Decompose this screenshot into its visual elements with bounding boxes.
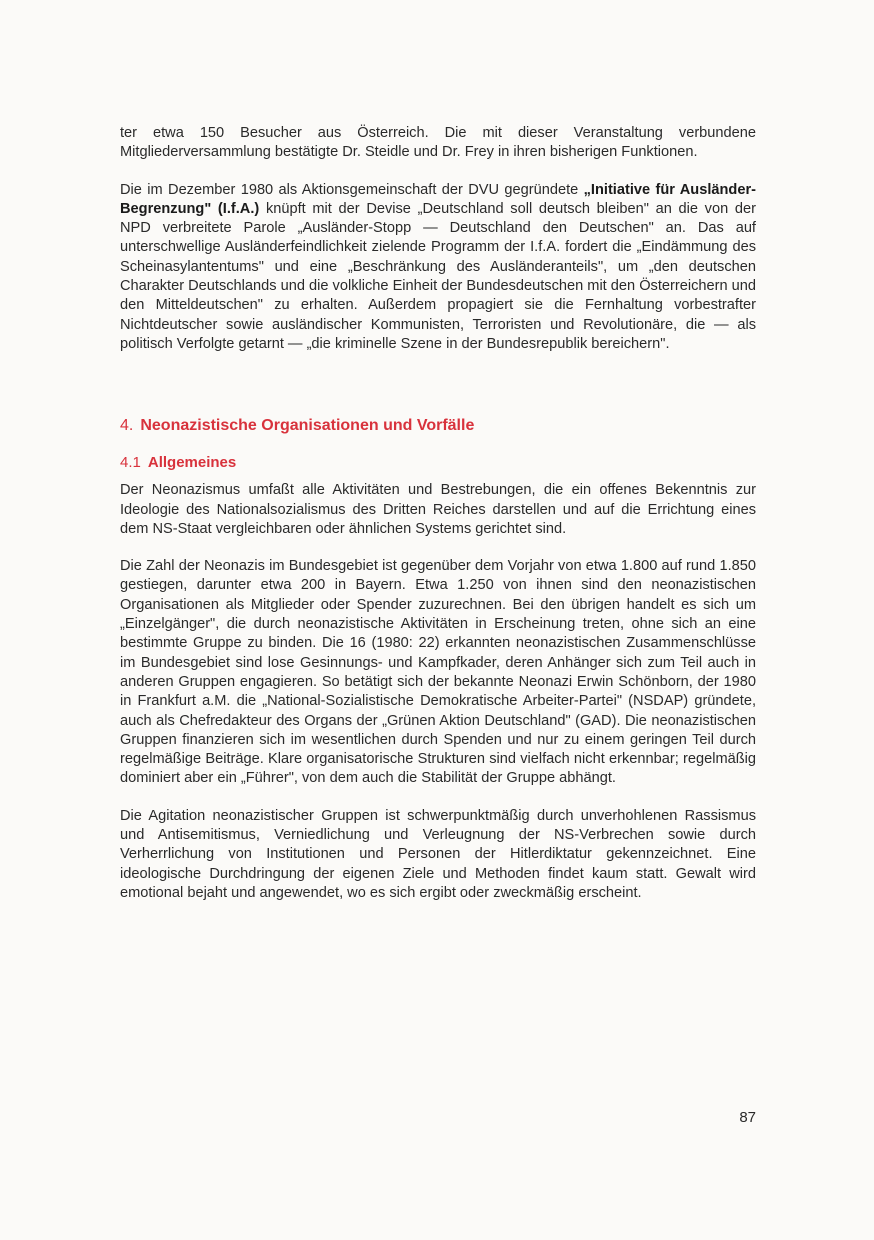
subsection-number: 4.1	[120, 454, 141, 472]
subsection-title: Allgemeines	[147, 454, 237, 472]
paragraph-ifa-lead: Die im Dezember 1980 als Aktionsgemeinschaft der DVU gegründete	[120, 181, 584, 198]
page-content	[120, 124, 756, 921]
paragraph-numbers: Die Zahl der Neonazis im Bundesgebiet ist gegenüber dem Vorjahr von etwa 1.800 auf rund 1.850 gestiegen, darunter etwa 200 in Bayern. Etwa 1.250 von ihnen sind den neonazistischen Organisationen als Mitglieder oder Spender zuzurechnen. Bei den übrigen handelt es sich um „Einzelgänger", die durch neonazistische Aktivitäten in Erscheinung treten, ohne sich an eine bestimmte Gruppe zu binden. Die 16 (1980: 22) erkannten neonazistischen Zusammenschlüsse im Bundesgebiet sind lose Gesinnungs- und Kampfkader, deren Anhänger sich zum Teil auch in anderen Gruppen engagieren. So betätigt sich der bekannte Neonazi Erwin Schönborn, der 1980 in Frankfurt a.M. die „National-Sozialistische Demokratische Arbeiter-Partei" (NSDAP) gründete, auch als Chefredakteur des Organs der „Grünen Aktion Deutschland" (GAD). Die neonazistischen Gruppen finanzieren sich im wesentlichen durch Spenden und nur zu einem geringen Teil durch regelmäßige Beiträge. Klare organisatorische Strukturen sind vielfach nicht erkennbar; regelmäßig dominiert aber ein „Führer", von dem auch die Stabilität der Gruppe abhängt.	[120, 558, 756, 787]
paragraph-intro: ter etwa 150 Besucher aus Österreich. Die mit dieser Veranstaltung verbundene Mitgliederversammlung bestätigte Dr. Steidle und Dr. Frey in ihren bisherigen Funktionen.	[120, 125, 756, 161]
ifa-name: „Initiative für Ausländer-Begrenzung" (I.f.A.)	[120, 181, 756, 217]
section-heading	[120, 416, 756, 436]
section-number: 4.	[120, 417, 134, 435]
section-title: Neonazistische Organisationen und Vorfälle	[140, 417, 475, 435]
paragraph-agitation: Die Agitation neonazistischer Gruppen ist schwerpunktmäßig durch unverhohlenen Rassismus und Antisemitismus, Verniedlichung und Verleugnung der NS-Verbrechen sowie durch Verherrlichung von Institutionen und Personen der Hitlerdiktatur gekennzeichnet. Eine ideologische Durchdringung der eigenen Ziele und Methoden findet kaum statt. Gewalt wird emotional bejaht und angewendet, wo es sich ergibt oder zweckmäßig erscheint.	[120, 807, 756, 901]
paragraph-ifa	[120, 181, 756, 355]
subsection-heading	[120, 453, 756, 473]
page-number: 87	[739, 1109, 756, 1126]
paragraph-definition: Der Neonazismus umfaßt alle Aktivitäten und Bestrebungen, die ein offenes Bekenntnis zur Ideologie des Nationalsozialismus des Dritten Reiches darstellen und auf die Errichtung eines dem NS-Staat vergleichbaren oder ähnlichen Systems gerichtet sind.	[120, 482, 756, 537]
paragraph-ifa-rest: knüpft mit der Devise „Deutschland soll deutsch bleiben" an die von der NPD verbreitete Parole „Ausländer-Stopp — Deutschland den Deutschen" an. Das auf unterschwellige Ausländerfeindlichkeit zielende Programm der I.f.A. fordert die „Eindämmung des Scheinasylantentums" und eine „Beschränkung des Ausländeranteils", um „den deutschen Charakter Deutschlands und die volkliche Einheit der Bundesdeutschen mit den Österreichern und den Mitteldeutschen" zu erhalten. Außerdem propagiert sie die Fernhaltung vorbestrafter Nichtdeutscher sowie ausländischer Kommunisten, Terroristen und Revolutionäre, die — als politisch Verfolgte getarnt — „die kriminelle Szene in der Bundesrepublik bereichern".	[120, 200, 757, 352]
